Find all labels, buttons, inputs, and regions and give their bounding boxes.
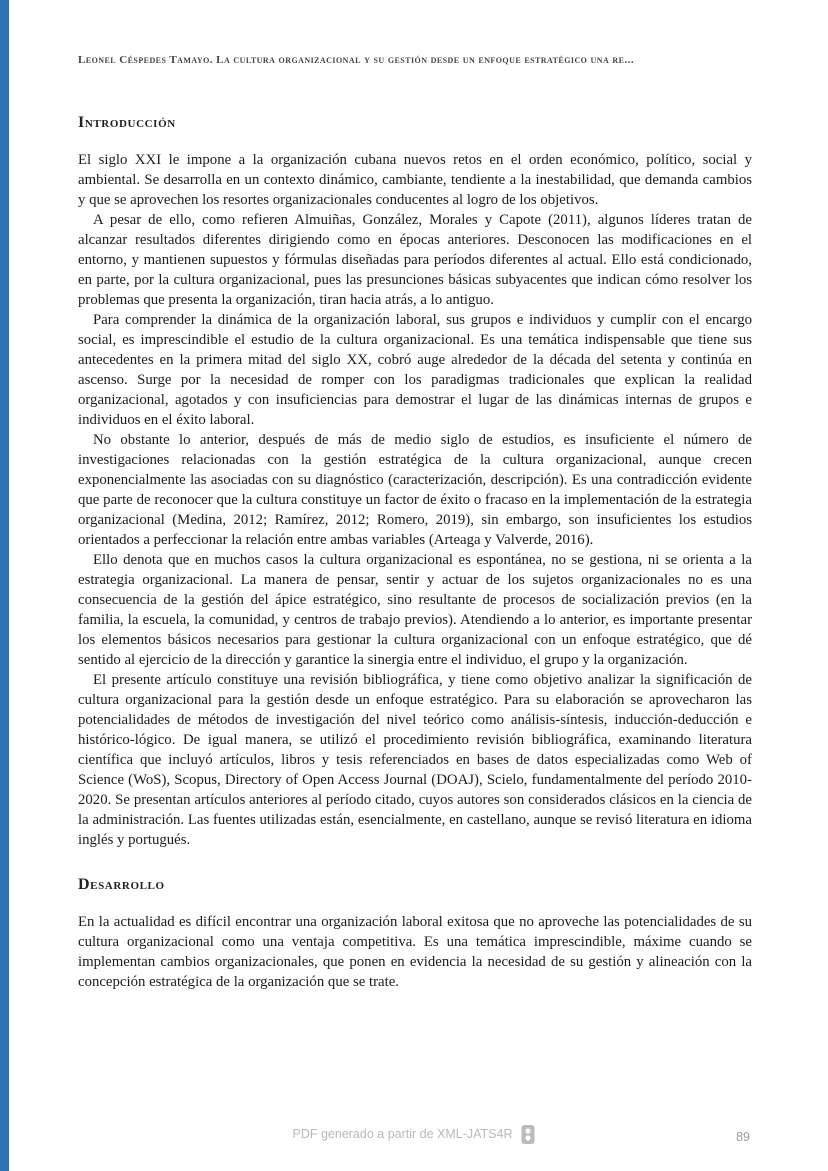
xml-jats4r-logo-icon: [520, 1124, 536, 1144]
page-content: [78, 0, 752, 992]
paragraph: A pesar de ello, como refieren Almuiñas, González, Morales y Capote (2011), algunos líderes tratan de alcanzar resultados diferentes dirigiendo como en épocas anteriores. Desconocen las modificaciones en el entorno, y mantienen supuestos y fórmulas diseñadas para períodos diferentes al actual. Ello está condicionado, en parte, por la cultura organizacional, pues las presunciones básicas subyacentes que indican cómo resolver los problemas que presenta la organización, tiran hacia atrás, a lo antiguo.: [78, 212, 752, 308]
paragraph: El presente artículo constituye una revisión bibliográfica, y tiene como objetivo analizar la significación de cultura organizacional para la gestión desde un enfoque estratégico. Para su elaboración se aprovecharon las potencialidades de métodos de investigación del nivel teórico como análisis-síntesis, inducción-deducción e histórico-lógico. De igual manera, se utilizó el procedimiento revisión bibliográfica, examinando literatura científica que incluyó artículos, libros y tesis referenciados en bases de datos especializadas como Web of Science (WoS), Scopus, Directory of Open Access Journal (DOAJ), Scielo, fundamentalmente del período 2010-2020. Se presentan artículos anteriores al período citado, cuyos autores son considerados clásicos en la ciencia de la administración. Las fuentes utilizadas están, esencialmente, en castellano, aunque se revisó literatura en idioma inglés y portugués.: [78, 672, 752, 848]
page-footer: [0, 1124, 828, 1152]
section-desarrollo-body: [78, 912, 752, 992]
section-heading-desarrollo: Desarrollo: [78, 876, 165, 893]
paragraph: Para comprender la dinámica de la organización laboral, sus grupos e individuos y cumplir con el encargo social, es imprescindible el estudio de la cultura organizacional. Es una temática indispensable que tiene sus antecedentes en la primera mitad del siglo XX, cobró auge alrededor de la década del setenta y continúa en ascenso. Surge por la necesidad de romper con los paradigmas tradicionales que explican la realidad organizacional, agotados y con insuficiencias para demostrar el lugar de las dinámicas internas de grupos e individuos en el éxito laboral.: [78, 312, 752, 428]
section-heading-introduccion: Introducción: [78, 114, 176, 131]
paragraph: El siglo XXI le impone a la organización cubana nuevos retos en el orden económico, político, social y ambiental. Se desarrolla en un contexto dinámico, cambiante, tendiente a la inestabilidad, que demanda cambios y que se aprovechen los resortes organizacionales conducentes al logro de los objetivos.: [78, 152, 752, 208]
page-number: 89: [736, 1130, 750, 1144]
running-header: Leonel Céspedes Tamayo. La cultura organizacional y su gestión desde un enfoque estratégico una re...: [78, 54, 635, 66]
paragraph: Ello denota que en muchos casos la cultura organizacional es espontánea, no se gestiona, ni se orienta a la estrategia organizacional. La manera de pensar, sentir y actuar de los sujetos organizacionales no es una consecuencia de la gestión del ápice estratégico, sino resultante de procesos de socialización previos (en la familia, la escuela, la comunidad, y centros de trabajo previos). Atendiendo a lo anterior, es importante presentar los elementos básicos necesarios para gestionar la cultura organizacional con un enfoque estratégico, que dé sentido al ejercicio de la dirección y garantice la sinergia entre el individuo, el grupo y la organización.: [78, 552, 752, 668]
paragraph: En la actualidad es difícil encontrar una organización laboral exitosa que no aproveche las potencialidades de su cultura organizacional como una ventaja competitiva. Es una temática imprescindible, máxime cuando se implementan cambios organizacionales, que ponen en evidencia la necesidad de su gestión y alineación con la concepción estratégica de la organización que se trate.: [78, 914, 752, 990]
section-introduccion-body: [78, 150, 752, 850]
footer-generator-text: PDF generado a partir de XML-JATS4R: [292, 1127, 513, 1141]
paragraph: No obstante lo anterior, después de más de medio siglo de estudios, es insuficiente el número de investigaciones relacionadas con la gestión estratégica de la cultura organizacional, aunque crecen exponencialmente las asociadas con su diagnóstico (caracterización, descripción). Es una contradicción evidente que parte de reconocer que la cultura constituye un factor de éxito o fracaso en la implementación de la estrategia organizacional (Medina, 2012; Ramírez, 2012; Romero, 2019), sin embargo, son insuficientes los estudios orientados a perfeccionar la relación entre ambas variables (Arteaga y Valverde, 2016).: [78, 432, 752, 548]
left-accent-stripe: [0, 0, 9, 1171]
